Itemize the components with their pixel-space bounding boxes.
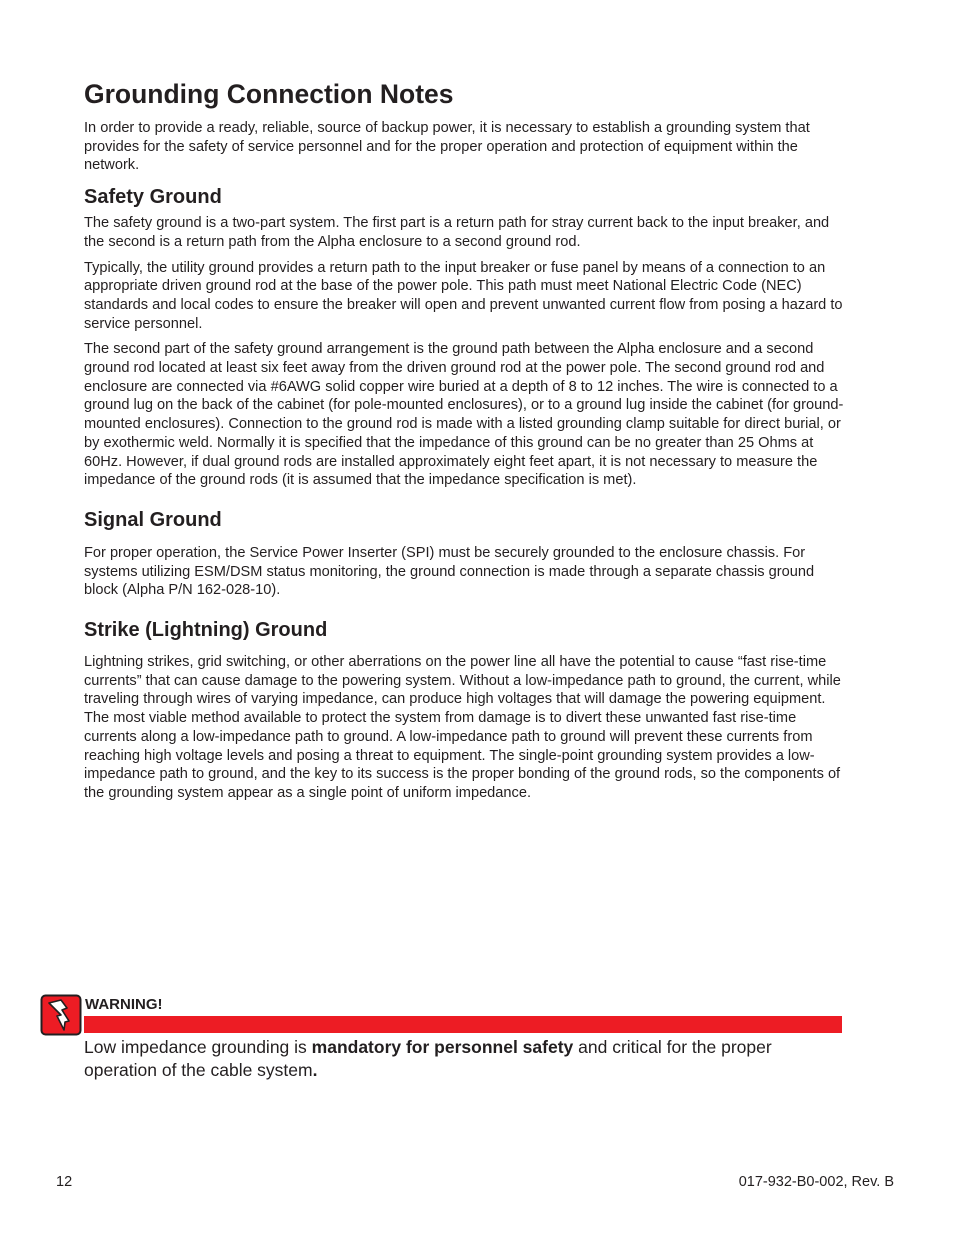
safety-paragraph-2: Typically, the utility ground provides a return path to the input breaker or fuse panel by means of a connection to an appropriate driven ground rod at the base of the power pole. This path must meet National Electric Code (NEC) standards and local codes to ensure the breaker will open and prevent unwanted current flow from posing a hazard to service personnel. xyxy=(84,259,843,332)
safety-paragraph-1: The safety ground is a two-part system. The first part is a return path for stray current back to the input breaker, and the second is a return path from the Alpha enclosure to a second ground rod. xyxy=(84,215,830,250)
warning-label: WARNING! xyxy=(85,996,163,1013)
strike-ground-heading: Strike (Lightning) Ground xyxy=(84,619,328,642)
page-title: Grounding Connection Notes xyxy=(84,79,454,109)
warning-bar xyxy=(84,1016,842,1033)
intro-paragraph: In order to provide a ready, reliable, source of backup power, it is necessary to establish a grounding system that provides for the safety of service personnel and for the proper operation and protection of equipment within the network. xyxy=(84,120,810,174)
safety-paragraph-3: The second part of the safety ground arrangement is the ground path between the Alpha enclosure and a second ground rod located at least six feet away from the driven ground rod at the power pole. The second ground rod and enclosure are connected via #6AWG solid copper wire buried at a depth of 8 to 12 inches. The wire is connected to a ground lug on the back of the cabinet (for pole-mounted enclosures), or to a ground lug inside the cabinet (for ground-mounted enclosures). Connection to the ground rod is made with a listed grounding clamp suitable for direct burial, or by exothermic weld. Normally it is specified that the impedance of this ground can be no greater than 25 Ohms at 60Hz. However, if dual ground rods are installed approximately eight feet apart, it is not necessary to measure the impedance of the ground rods (it is assumed that the impedance specification is met). xyxy=(84,341,844,489)
warning-text-period: . xyxy=(312,1059,318,1080)
signal-paragraph: For proper operation, the Service Power Inserter (SPI) must be securely grounded to the enclosure chassis. For systems utilizing ESM/DSM status monitoring, the ground connection is made through a separate chassis ground block (Alpha P/N 162-028-10). xyxy=(84,544,815,599)
electrical-hazard-icon xyxy=(40,994,82,1036)
warning-text-emphasis: mandatory for personnel safety xyxy=(311,1037,574,1057)
document-id: 017-932-B0-002, Rev. B xyxy=(738,1174,894,1190)
warning-box xyxy=(40,994,842,1094)
safety-ground-heading: Safety Ground xyxy=(84,186,222,209)
page-content xyxy=(84,78,844,803)
warning-text-start: Low impedance grounding is xyxy=(84,1037,312,1057)
warning-text xyxy=(84,1036,842,1081)
warning-text-end: and critical for the proper operation of the cable system xyxy=(84,1037,772,1080)
page-number: 12 xyxy=(56,1174,73,1190)
strike-paragraph: Lightning strikes, grid switching, or other aberrations on the power line all have the potential to cause “fast rise-time currents” that can cause damage to the powering system. Without a low-impedance path to ground, the current, while traveling through wires of varying impedance, can produce high voltages that will damage the powering equipment. The most viable method available to protect the system from damage is to divert these unwanted fast rise-time currents along a low-impedance path to ground. A low-impedance path to ground will prevent these currents from reaching high voltage levels and posing a threat to equipment. The single-point grounding system provides a low-impedance path to ground, and the key to its success is the proper bonding of the ground rods, so the components of the grounding system appear as a single point of uniform impedance. xyxy=(84,654,841,801)
signal-ground-heading: Signal Ground xyxy=(84,508,222,531)
